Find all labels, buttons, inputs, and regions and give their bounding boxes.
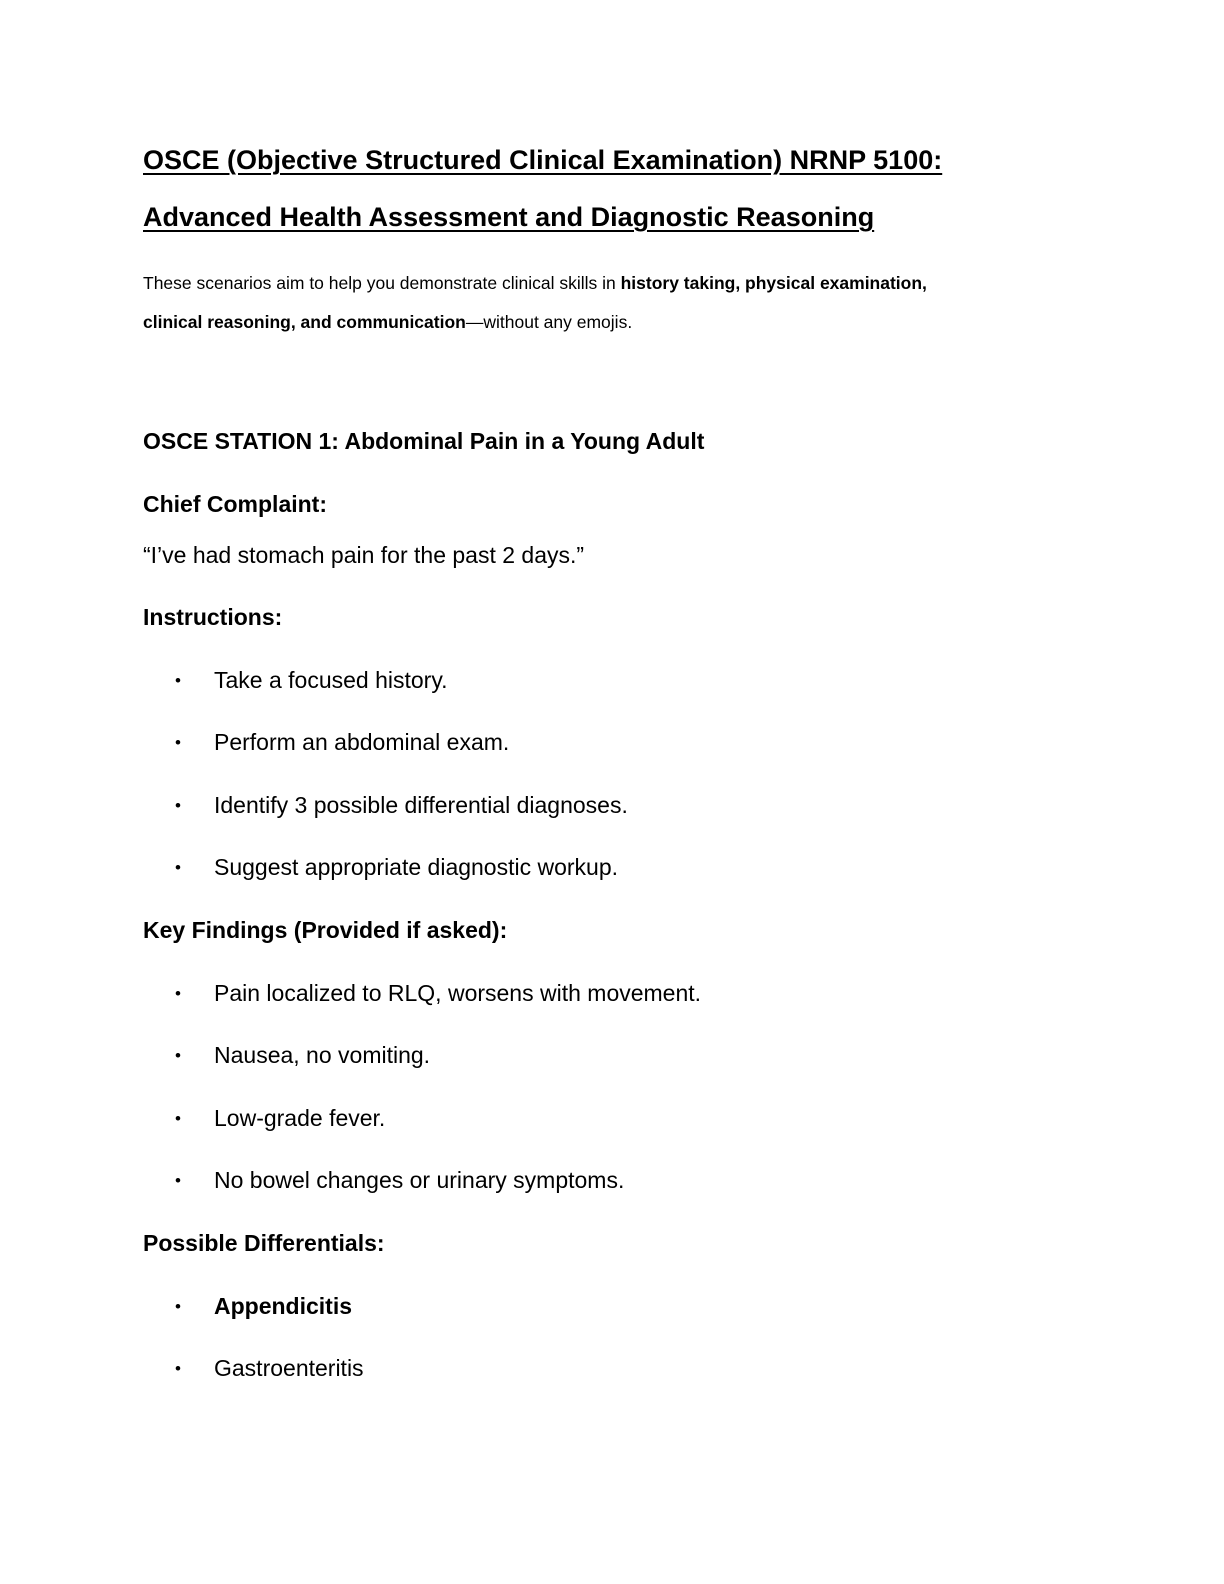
bullet-icon: • <box>175 1297 181 1316</box>
key-finding-item <box>175 1167 624 1194</box>
intro-paragraph-line-1 <box>143 273 927 294</box>
intro-paragraph-line-2 <box>143 312 632 333</box>
bullet-icon: • <box>175 1109 181 1128</box>
intro-bold-text: clinical reasoning, and communication <box>143 312 466 332</box>
key-finding-text: Nausea, no vomiting. <box>214 1042 431 1068</box>
station-title: OSCE STATION 1: Abdominal Pain in a Young Adult <box>143 428 705 454</box>
bullet-icon: • <box>175 1359 181 1378</box>
key-findings-heading: Key Findings (Provided if asked): <box>143 917 508 943</box>
document-title-line-2: Advanced Health Assessment and Diagnostic Reasoning <box>143 202 875 232</box>
instruction-text: Identify 3 possible differential diagnoses. <box>214 792 628 818</box>
differential-item <box>175 1355 364 1382</box>
key-finding-item <box>175 1105 385 1132</box>
chief-complaint-quote: “I’ve had stomach pain for the past 2 days.” <box>143 542 585 568</box>
differential-text: Gastroenteritis <box>214 1355 364 1381</box>
key-finding-item <box>175 1042 430 1069</box>
chief-complaint-heading: Chief Complaint: <box>143 491 327 517</box>
bullet-icon: • <box>175 796 181 815</box>
bullet-icon: • <box>175 1046 181 1065</box>
bullet-icon: • <box>175 1171 181 1190</box>
differential-text: Appendicitis <box>214 1293 353 1319</box>
differentials-heading: Possible Differentials: <box>143 1230 385 1256</box>
instruction-item <box>175 667 448 694</box>
intro-bold-text: history taking, physical examination, <box>620 273 927 293</box>
key-finding-text: Pain localized to RLQ, worsens with movement. <box>214 980 702 1006</box>
bullet-icon: • <box>175 984 181 1003</box>
key-finding-item <box>175 980 701 1007</box>
document-title-line-1: OSCE (Objective Structured Clinical Examination) NRNP 5100: <box>143 145 943 175</box>
instruction-item <box>175 792 628 819</box>
instructions-heading: Instructions: <box>143 604 283 630</box>
intro-text: —without any emojis. <box>465 312 633 332</box>
intro-text: These scenarios aim to help you demonstrate clinical skills in <box>143 273 621 293</box>
instruction-text: Take a focused history. <box>214 667 448 693</box>
key-finding-text: No bowel changes or urinary symptoms. <box>214 1167 625 1193</box>
bullet-icon: • <box>175 733 181 752</box>
bullet-icon: • <box>175 858 181 877</box>
instruction-item <box>175 854 618 881</box>
key-finding-text: Low-grade fever. <box>214 1105 386 1131</box>
instruction-text: Suggest appropriate diagnostic workup. <box>214 854 619 880</box>
bullet-icon: • <box>175 671 181 690</box>
instruction-item <box>175 729 509 756</box>
differential-item <box>175 1293 352 1320</box>
instruction-text: Perform an abdominal exam. <box>214 729 510 755</box>
